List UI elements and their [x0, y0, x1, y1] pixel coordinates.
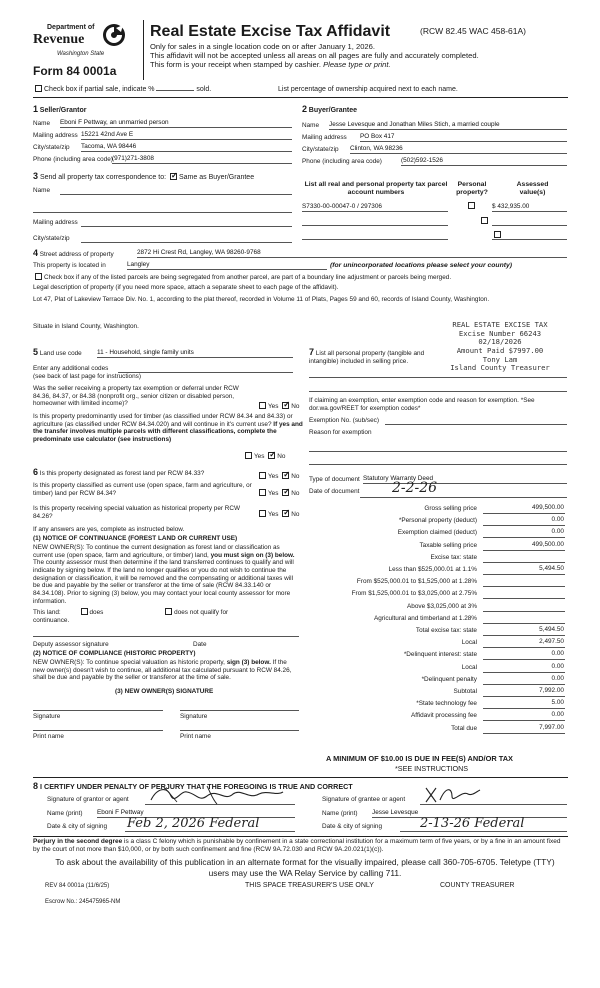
continuance-text: continuance. [33, 617, 70, 624]
tax-row-value[interactable]: 0.00 [483, 711, 565, 721]
tax-row-value[interactable]: 0.00 [483, 528, 565, 538]
grantee-signature-scribble [422, 784, 482, 806]
minimum-due: A MINIMUM OF $10.00 IS DUE IN FEE(S) AND/OR TAX [326, 754, 513, 763]
grantor-name-label: Name (print) [47, 810, 83, 817]
tax-row-label: From $1,525,000.01 to $3,025,000 at 2.75% [351, 590, 477, 598]
tax-row-value[interactable] [483, 602, 565, 612]
treasurer-use-only: THIS SPACE TREASURER'S USE ONLY [245, 882, 374, 889]
buyer-name-label: Name [302, 122, 320, 129]
q-forest: 6 Is this property designated as forest land per RCW 84.33? [33, 467, 205, 477]
tax-row-label: *Personal property (deduct) [398, 517, 477, 525]
certify-rule [33, 777, 568, 778]
parcel-row3-value[interactable] [492, 231, 567, 240]
located-note: (for unincorporated locations please select your county) [330, 262, 513, 269]
q-current-use-no[interactable] [282, 489, 289, 496]
revenue-text: Revenue [33, 32, 85, 47]
grantee-name-field[interactable]: Jesse Levesque [372, 809, 567, 818]
see-instructions: (see back of last page for instructions) [33, 373, 141, 380]
exemption-no-label: Exemption No. (sub/sec) [309, 417, 379, 424]
located-label: This property is located in [33, 262, 106, 269]
additional-codes-field[interactable] [118, 364, 293, 373]
see-instructions-note: *SEE INSTRUCTIONS [395, 764, 469, 773]
tax-row-value[interactable] [483, 614, 565, 624]
tax-row [300, 528, 565, 539]
tax-row [300, 602, 565, 613]
q-current-use-yesno: Yes ✓ No [257, 489, 299, 498]
parcel-row3-number[interactable] [302, 231, 448, 240]
dept-of-text: Department of [47, 24, 95, 31]
q-exemption-no[interactable] [282, 402, 289, 409]
certify-heading: 8 I CERTIFY UNDER PENALTY OF PERJURY THAT THE FOREGOING IS TRUE AND CORRECT [33, 781, 353, 791]
tax-row-label: Local [461, 639, 477, 647]
q-exemption-yes[interactable] [259, 402, 266, 409]
tax-row-label: Affidavit processing fee [411, 712, 477, 720]
tax-row [300, 589, 565, 600]
buyer-city-field[interactable]: Clinton, WA 98236 [350, 145, 567, 154]
stamp-line-5: Tony Lam [482, 354, 518, 364]
tax-row-value[interactable] [483, 553, 565, 563]
tax-row [300, 675, 565, 686]
tax-row [300, 504, 565, 515]
personal-property-line2[interactable] [309, 383, 567, 392]
grantor-date-field[interactable] [125, 816, 295, 832]
tax-row [300, 541, 565, 552]
doc-date-label: Date of document [309, 488, 360, 495]
buyer-city-label: City/state/zip [302, 146, 339, 153]
personal-property-label: 7 List all personal property (tangible and intangible) included in selling price. [309, 347, 425, 365]
tax-row [300, 711, 565, 722]
street-field[interactable]: 2872 Hi Crest Rd, Langley, WA 98260-9768 [137, 249, 567, 258]
grantee-date-field[interactable] [400, 816, 567, 832]
parcel-col2-header: Personal property? [456, 181, 488, 197]
grantor-sig-field[interactable] [145, 795, 295, 805]
tax-row-label: Excise tax: state [430, 553, 477, 561]
legal-label: Legal description of property (if you need more space, attach a separate sheet to each page of the affidavit). [33, 284, 339, 291]
q-timber-yes[interactable] [245, 452, 252, 459]
corr-name-field[interactable] [60, 186, 292, 195]
tax-row-value[interactable]: 7,992.00 [483, 687, 565, 697]
same-as-buyer-checkbox[interactable] [170, 173, 177, 180]
tax-row-value[interactable]: 0.00 [483, 675, 565, 685]
seller-name-label: Name [33, 120, 51, 127]
seller-city-label: City/state/zip [33, 144, 70, 151]
tax-row [300, 553, 565, 564]
grantee-sig-label: Signature of grantee or agent [322, 796, 406, 803]
signature-label-1: Signature [33, 713, 61, 720]
doc-type-label: Type of document [309, 476, 360, 483]
rev-number: REV 84 0001a (11/6/25) [45, 883, 110, 889]
situate-text: Situate in Island County, Washington. [33, 323, 139, 330]
availability-text: To ask about the availability of this publication in an alternate format for the visually impaired, please call 360-705-6705. Teletype (TTY) users may use the WA Relay Service by calling 711. [55, 857, 555, 878]
grantee-date-handwritten: 2-13-26 Federal [420, 816, 525, 831]
q-forest-no[interactable] [282, 472, 289, 479]
seller-phone-field[interactable]: (971)271-3808 [112, 155, 292, 164]
corr-name-line2[interactable] [33, 204, 292, 213]
stamp-line-4: Amount Paid $7997.00 [456, 345, 544, 355]
deputy-signature-label: Deputy assessor signature [33, 641, 109, 648]
notice-compliance-body: NEW OWNER(S): To continue special valuation as historic property, sign (3) below. If the new owner(s) doesn't wish to continue, all additional tax calculated pursuant to RCW 84.26, shall be due and payable by the seller or transferor at the time of sale. [33, 659, 292, 682]
land-use-field[interactable]: 11 - Household, single family units [97, 349, 293, 358]
tax-row [300, 638, 565, 649]
dor-logo [33, 22, 133, 62]
tax-row-label: Gross selling price [424, 505, 477, 512]
form-number: Form 84 0001a [33, 64, 117, 78]
form-title: Real Estate Excise Tax Affidavit [150, 23, 391, 40]
tax-row-value[interactable]: 5.00 [483, 699, 565, 709]
corr-addr-label: Mailing address [33, 219, 78, 226]
stamp-line-6: Island County Treasurer [450, 363, 550, 373]
tax-row-value[interactable]: 0.00 [483, 516, 565, 526]
tax-row-label: Above $3,025,000 at 3% [407, 602, 477, 610]
grantor-name-field[interactable]: Eboni F Pettway [97, 809, 295, 818]
notice-1: Only for sales in a single location code on or after January 1, 2026. [150, 42, 375, 51]
q-historic-yes[interactable] [259, 510, 266, 517]
tax-row-value[interactable]: 499,500.00 [483, 504, 565, 514]
stamp-line-3: 02/18/2026 [478, 337, 522, 347]
tax-row [300, 663, 565, 674]
tax-row-label: Total due [451, 724, 477, 732]
q-historic-no[interactable] [282, 510, 289, 517]
new-owner-sig-line1[interactable] [33, 710, 163, 711]
tax-row [300, 565, 565, 576]
partial-sale-checkbox[interactable] [35, 85, 42, 92]
tax-row [300, 724, 565, 735]
q-timber: Is this property predominantly used for timber (as classified under RCW 84.34 and 84.33) or agriculture (as classified under RCW 84.34.020) and will continue in it's current use? If yes and the transfer involves multiple parcels with different classifications, complete the predominate use calculator (see instructions) [33, 413, 303, 444]
q-forest-yesno: Yes ✓ No [257, 472, 299, 481]
buyer-addr-label: Mailing address [302, 134, 347, 141]
tax-row-label: Subtotal [453, 688, 477, 695]
buyer-name-field[interactable]: Jesse Levesque and Jonathan Miles Stich, a married couple [329, 121, 567, 130]
located-field[interactable]: Langley [127, 261, 327, 270]
parcel-row1-value[interactable]: $ 432,935.00 [492, 203, 567, 212]
land-does-checkbox[interactable] [81, 608, 88, 615]
q-historic-yesno: Yes ✓ No [257, 510, 299, 519]
tax-row-value[interactable]: 0.00 [483, 663, 565, 673]
doc-date-handwritten: 2-2-26 [392, 480, 438, 496]
land-does-not-checkbox[interactable] [165, 608, 172, 615]
q-forest-yes[interactable] [259, 472, 266, 479]
tax-row-value[interactable] [483, 577, 565, 587]
grantor-sig-label: Signature of grantor or agent [47, 796, 129, 803]
deputy-date-label: Date [193, 641, 207, 648]
tax-row [300, 650, 565, 661]
q-current-use-yes[interactable] [259, 489, 266, 496]
tax-row-value[interactable]: 7,997.00 [483, 724, 565, 734]
partial-sale-row: Check box if partial sale, indicate % sold. [33, 85, 211, 94]
buyer-heading: 2 Buyer/Grantee [302, 104, 358, 114]
corr-city-field[interactable] [81, 234, 292, 243]
grantee-sig-field[interactable] [420, 795, 567, 805]
county-treasurer: COUNTY TREASURER [440, 882, 515, 889]
tax-row-value[interactable]: 0.00 [483, 650, 565, 660]
exemption-no-field[interactable] [385, 416, 567, 425]
if-yes-text: If any answers are yes, complete as instructed below. [33, 526, 185, 533]
form-rcw: (RCW 82.45 WAC 458-61A) [420, 26, 526, 36]
new-owner-signature-title: (3) NEW OWNER(S) SIGNATURE [115, 688, 214, 695]
q-current-use: Is this property classified as current use (open space, farm and agriculture, or timber) land per RCW 84.34? [33, 482, 252, 497]
reason-label: Reason for exemption [309, 429, 372, 436]
deputy-signature-line[interactable] [33, 636, 299, 637]
tax-row [300, 614, 565, 625]
grantor-signature-scribble [147, 784, 287, 806]
seller-phone-label: Phone (including area code) [33, 156, 113, 163]
street-label: 4 Street address of property [33, 248, 114, 258]
doc-type-field[interactable]: Statutory Warranty Deed [363, 475, 567, 484]
parcel-row2-value[interactable] [492, 217, 567, 226]
tax-row-value[interactable]: 499,500.00 [483, 541, 565, 551]
parcel-row2-number[interactable] [302, 217, 448, 226]
parcel-row2-personal-checkbox[interactable] [481, 217, 488, 224]
tax-row [300, 516, 565, 527]
reason-field-2[interactable] [309, 456, 567, 465]
wa-state-text: Washington State [57, 51, 105, 57]
personal-property-line1[interactable] [309, 369, 567, 378]
this-land-row: This land: does does not qualify for [33, 609, 229, 616]
grantor-date-label: Date & city of signing [47, 823, 108, 830]
corr-name-label: Name [33, 187, 51, 194]
new-owner-sig-line2[interactable] [180, 710, 299, 711]
tax-row-label: Exemption claimed (deduct) [397, 529, 477, 537]
buyer-phone-field[interactable]: (502)592-1526 [401, 157, 567, 166]
notice-3: This form is your receipt when stamped by cashier. Please type or print. [150, 60, 391, 69]
q-exemption: Was the seller receiving a property tax exemption or deferral under RCW 84.36, 84.37, or 84.38 (nonprofit org., senior citizen or disabled person, homeowner with limited income)? [33, 385, 239, 408]
tax-row [300, 687, 565, 698]
tax-row-label: Less than $525,000.01 at 1.1% [388, 566, 477, 573]
seller-city-field[interactable]: Tacoma, WA 98446 [81, 143, 292, 152]
seller-addr-field[interactable]: 15221 42nd Ave E [81, 131, 292, 140]
new-owner-print-line2[interactable] [180, 730, 299, 731]
q-historic: Is this property receiving special valuation as historical property per RCW 84.26? [33, 505, 241, 520]
notice-continuance-title: (1) NOTICE OF CONTINUANCE (FOREST LAND OR CURRENT USE) [33, 535, 238, 542]
parcel-row1-number[interactable]: S7330-00-00047-0 / 297306 [302, 203, 448, 212]
tax-row [300, 626, 565, 637]
header-divider [143, 20, 144, 80]
stamp-line-1: REAL ESTATE EXCISE TAX [452, 320, 548, 329]
notice-compliance-title: (2) NOTICE OF COMPLIANCE (HISTORIC PROPERTY) [33, 650, 196, 657]
ownership-note: List percentage of ownership acquired next to each name. [278, 86, 458, 93]
parcel-row1-personal-checkbox[interactable] [468, 202, 475, 209]
revenue-swirl-icon [101, 22, 127, 48]
land-use-label: 5 Land use code [33, 347, 82, 357]
corr-addr-field[interactable] [81, 218, 292, 227]
tax-row [300, 577, 565, 588]
exemption-instructions: If claiming an exemption, enter exemption code and reason for exemption. *See dor.wa.gov/REET for exemption codes* [309, 397, 535, 412]
legal-description[interactable]: Lot 47, Plat of Lakeview Terrace Div. No. 1, according to the plat thereof, recorded in Volume 11 of Plats, Pages 59 and 60, records of Island County, Washington. [33, 296, 490, 303]
perjury-text: Perjury in the second degree is a class C felony which is punishable by confinement in a state correctional institution for a maximum term of five years, or by a fine in an amount fixed by the court of not more than $10,000, or by both such confinement and fine (RCW 9A.72.030 and RCW 9A.20.021(1)(c)). [33, 838, 561, 853]
tax-row-value[interactable]: 2,497.50 [483, 638, 565, 648]
doc-date-field[interactable] [360, 480, 567, 498]
segregated-checkbox[interactable] [35, 273, 42, 280]
corr-city-label: City/state/zip [33, 235, 70, 242]
tax-row-value[interactable] [483, 589, 565, 599]
tax-row-label: Local [461, 663, 477, 671]
escrow-number: Escrow No.: 245475965-NM [45, 899, 121, 905]
grantee-date-label: Date & city of signing [322, 823, 383, 830]
grantee-name-label: Name (print) [322, 810, 358, 817]
notice-2: This affidavit will not be accepted unless all areas on all pages are fully and accurately completed. [150, 51, 479, 60]
stamp-line-2: Excise Number 66243 [458, 328, 542, 338]
top-rule [33, 97, 568, 98]
seller-addr-label: Mailing address [33, 132, 78, 139]
grantor-date-handwritten: Feb 2, 2026 Federal [127, 816, 260, 831]
buyer-phone-label: Phone (including area code) [302, 158, 382, 165]
print-name-label-1: Print name [33, 733, 64, 740]
correspondence-heading: 3 Send all property tax correspondence to: ✓ Same as Buyer/Grantee [33, 171, 254, 182]
parcel-col1-header: List all real and personal property tax parcel account numbers [304, 181, 448, 197]
signature-label-2: Signature [180, 713, 208, 720]
tax-row-value[interactable]: 5,494.50 [483, 626, 565, 636]
perjury-rule [33, 836, 568, 837]
tax-row-value[interactable]: 5,494.50 [483, 565, 565, 575]
seller-heading: 1 Seller/Grantor [33, 104, 87, 114]
tax-row-label: Total excise tax: state [415, 627, 477, 634]
q-timber-no[interactable] [268, 452, 275, 459]
tax-row-label: *Delinquent penalty [421, 675, 477, 683]
additional-codes-label: Enter any additional codes [33, 365, 109, 372]
seller-name-field[interactable]: Eboni F Pettway, an unmarried person [60, 119, 292, 128]
tax-row-label: Agricultural and timberland at 1.28% [373, 614, 477, 622]
parcel-col3-header: Assessed value(s) [516, 181, 549, 197]
tax-row-label: Taxable selling price [419, 541, 477, 549]
print-name-label-2: Print name [180, 733, 211, 740]
q-exemption-yesno: Yes ✓ No [257, 402, 299, 411]
buyer-addr-field[interactable]: PO Box 417 [360, 133, 567, 142]
segregated-row: Check box if any of the listed parcels are being segregated from another parcel, are part of a boundary line adjustment or parcels being merged. [33, 273, 451, 282]
excise-stamp [440, 321, 560, 373]
tax-row-label: *State technology fee [416, 700, 477, 708]
q-timber-yesno: Yes ✓ No [243, 452, 285, 461]
notice-continuance-body: NEW OWNER(S): To continue the current designation as forest land or classification as current use (open space, farm and agriculture, or timber) land, you must sign on (3) below. The county assessor must then determine if the land transferred continues to qualify and will indicate by signing below. If the land no longer qualifies or you do not wish to continue the designation or classification, it will be removed and the compensating or additional taxes will be due and payable by the seller or transferor at the time of sale (RCW 84.33.140 or 84.34.108). Prior to signing (3) below, you may contact your local county assessor for more information. [33, 544, 295, 605]
tax-row-label: *Delinquent interest: state [403, 651, 477, 659]
tax-row [300, 699, 565, 710]
tax-row-label: From $525,000.01 to $1,525,000 at 1.28% [356, 578, 477, 586]
reason-field[interactable] [309, 443, 567, 452]
new-owner-print-line1[interactable] [33, 730, 163, 731]
